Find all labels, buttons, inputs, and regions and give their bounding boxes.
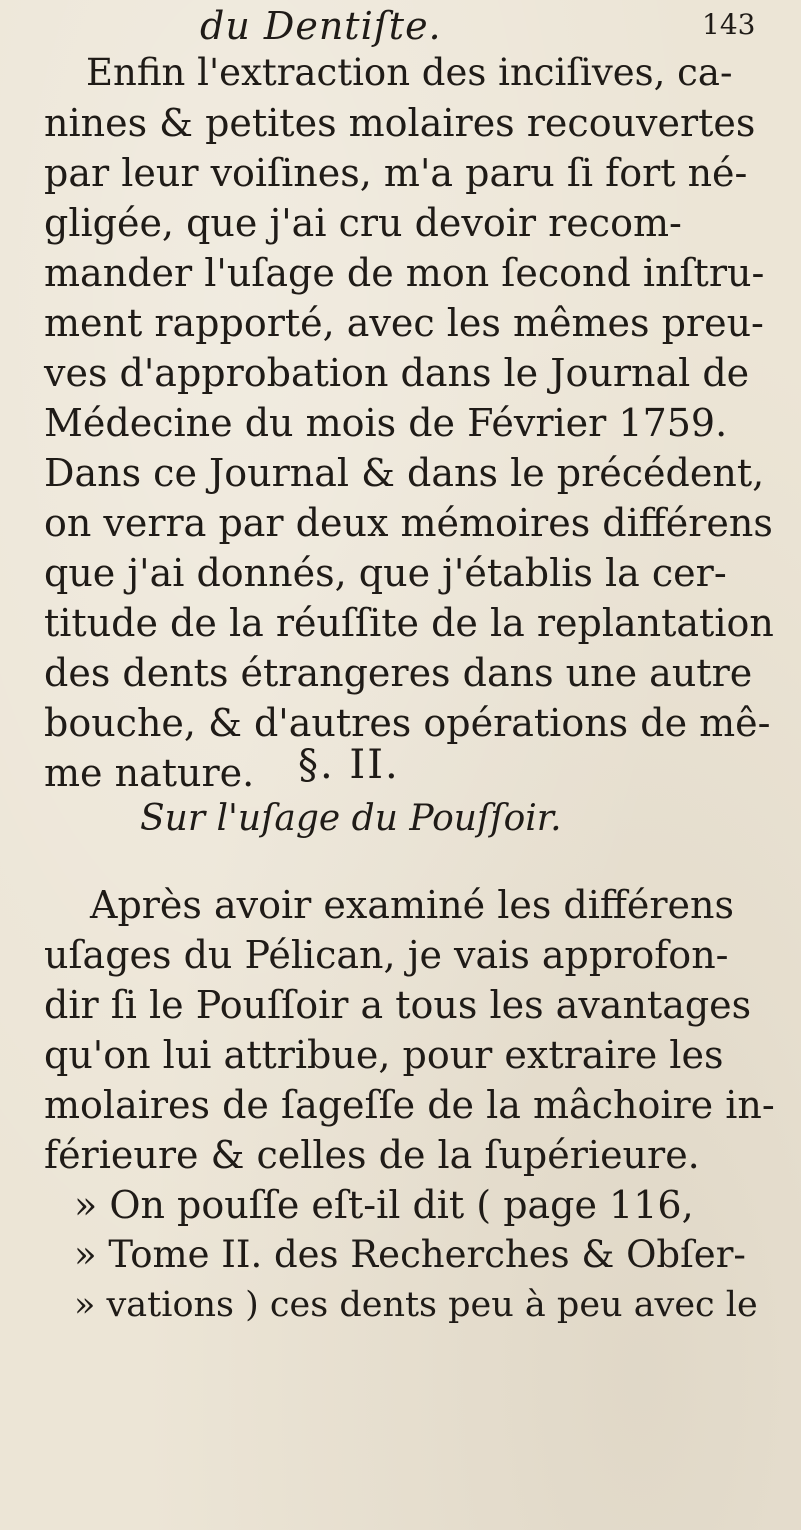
running-head: du Dentiſte. [200,4,442,48]
text-line: me nature. [44,751,255,795]
text-line: nines & petites molaires recouvertes [44,101,756,145]
text-line: dir ſi le Pouſſoir a tous les avantages [44,983,752,1027]
text-line: Après avoir examiné les différens [90,883,735,927]
text-line: on verra par deux mémoires différens [44,501,773,545]
text-line: mander l'uſage de mon ſecond inſtru- [44,251,765,295]
paragraph-pouffoir [44,880,784,1330]
text-line: » vations ) ces dents peu à peu avec le [74,1285,758,1325]
text-line: gligée, que j'ai cru devoir recom- [44,201,682,245]
text-line: uſages du Pélican, je vais approfon- [44,933,729,977]
text-line: » On pouſſe eſt-il dit ( page 116, [74,1183,694,1227]
text-line: que j'ai donnés, que j'établis la cer- [44,551,727,595]
text-line: molaires de ſageſſe de la mâchoire in- [44,1083,775,1127]
text-line: des dents étrangeres dans une autre [44,651,753,695]
text-line: Dans ce Journal & dans le précédent, [44,451,765,495]
section-title: Sur l'uſage du Pouſſoir. [140,798,562,839]
page-number: 143 [702,8,756,41]
section-number: §. II. [298,742,400,788]
text-line: férieure & celles de la ſupérieure. [44,1133,700,1177]
text-line: » Tome II. des Recherches & Obſer- [74,1233,746,1276]
text-line: Médecine du mois de Février 1759. [44,401,728,445]
page-header [0,4,801,48]
text-line: Enfin l'extraction des inciſives, ca- [86,51,733,94]
paragraph-extraction [44,48,784,798]
text-line: ment rapporté, avec les mêmes preu- [44,301,764,345]
text-line: par leur voiſines, m'a paru ſi fort né- [44,151,748,195]
text-line: qu'on lui attribue, pour extraire les [44,1033,724,1077]
text-line: bouche, & d'autres opérations de mê- [44,701,771,745]
text-line: titude de la réuſſite de la replantation [44,601,774,645]
text-line: ves d'approbation dans le Journal de [44,351,750,395]
